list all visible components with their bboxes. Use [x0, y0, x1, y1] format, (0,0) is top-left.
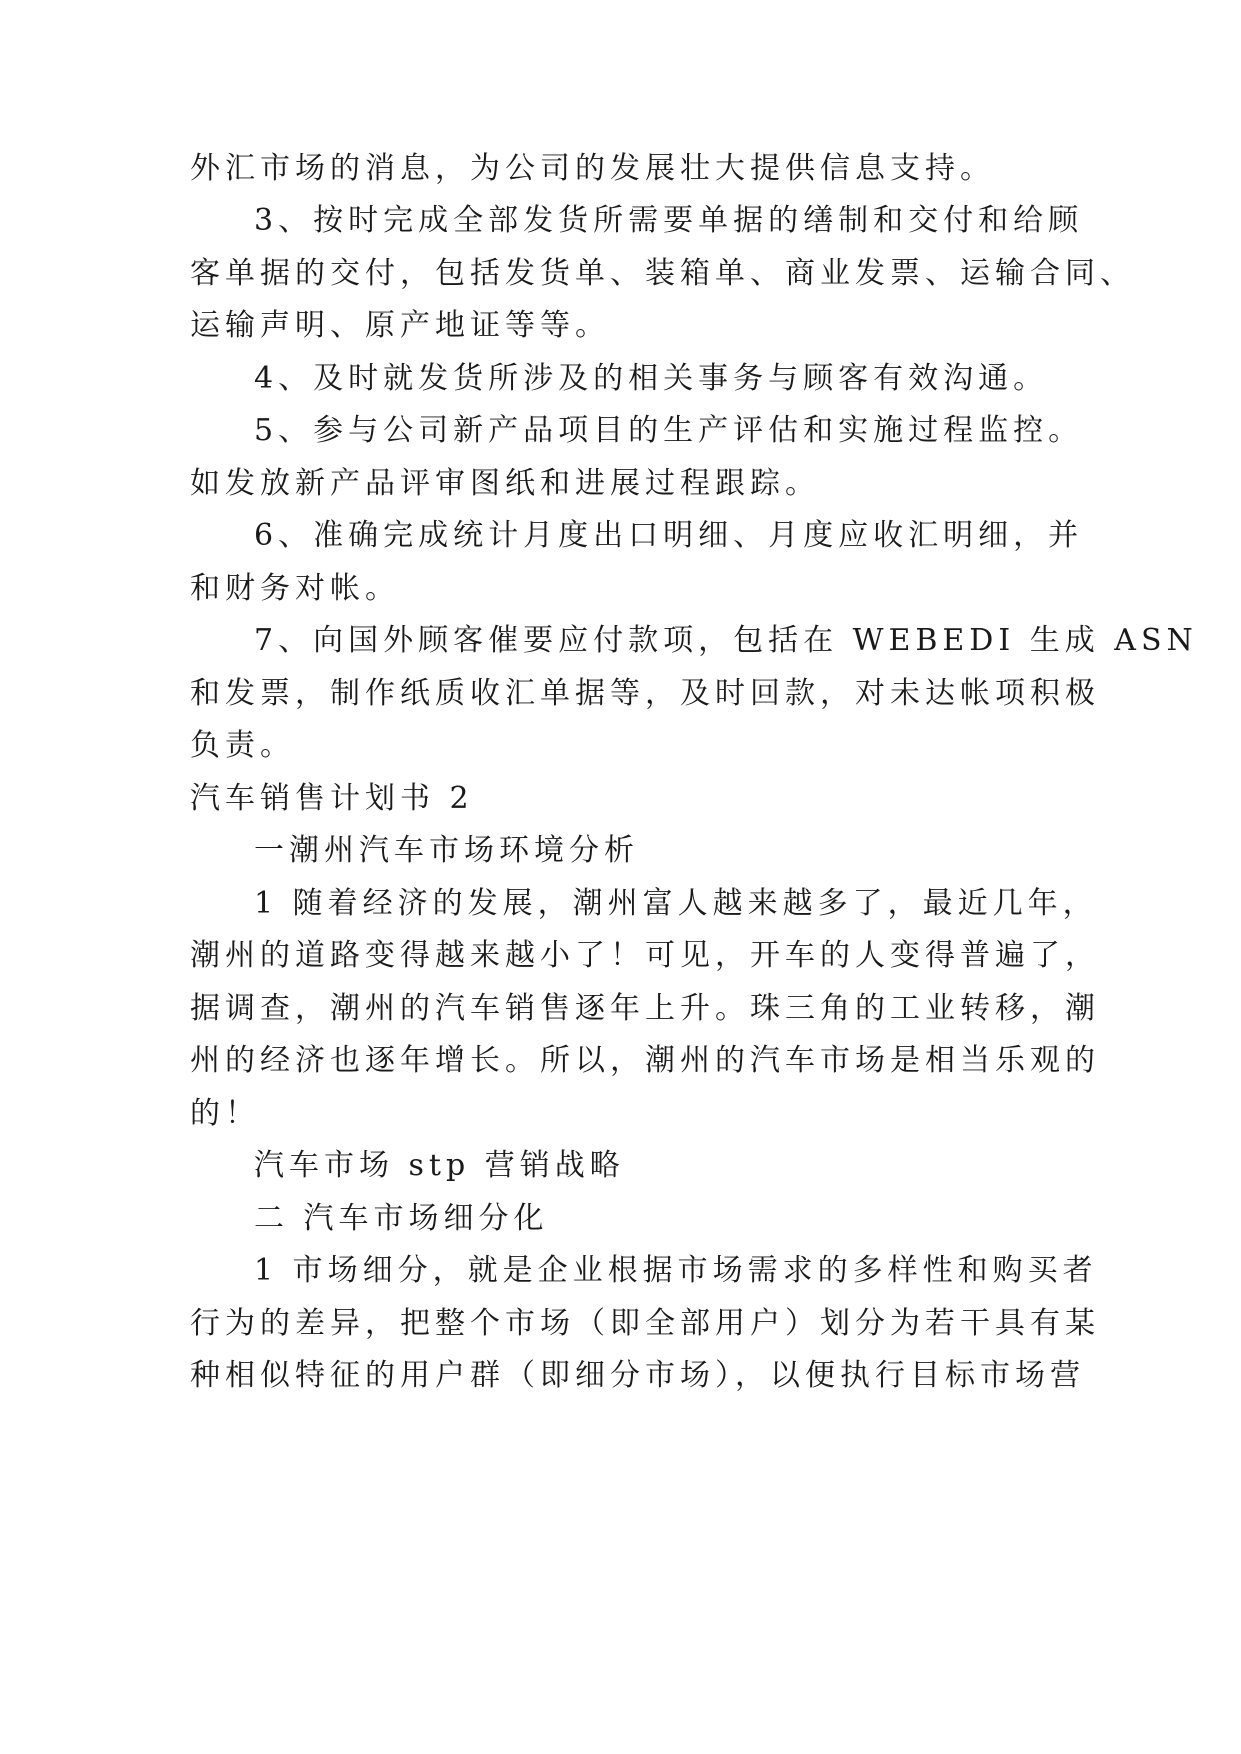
subsection-heading: 一潮州汽车市场环境分析: [254, 833, 639, 868]
text-line: 6、准确完成统计月度出口明细、月度应收汇明细，并: [254, 518, 1084, 553]
text-line: 据调查，潮州的汽车销售逐年上升。珠三角的工业转移，潮: [190, 991, 1100, 1026]
text-line: 3、按时完成全部发货所需要单据的缮制和交付和给顾: [254, 203, 1084, 238]
text-line: 潮州的道路变得越来越小了！可见，开车的人变得普遍了，: [190, 938, 1100, 973]
text-line: 的！: [190, 1096, 260, 1131]
text-line: 1 随着经济的发展，潮州富人越来越多了，最近几年，: [254, 886, 1098, 921]
text-line: 5、参与公司新产品项目的生产评估和实施过程监控。: [254, 413, 1084, 448]
text-line: 4、及时就发货所涉及的相关事务与顾客有效沟通。: [254, 361, 1049, 396]
text-line: 和发票，制作纸质收汇单据等，及时回款，对未达帐项积极: [190, 676, 1100, 711]
text-line: 负责。: [190, 728, 295, 763]
text-line: 行为的差异，把整个市场（即全部用户）划分为若干具有某: [190, 1306, 1100, 1341]
text-line: 客单据的交付，包括发货单、装箱单、商业发票、运输合同、: [190, 256, 1135, 291]
subsection-heading: 二 汽车市场细分化: [254, 1201, 549, 1236]
text-line: 如发放新产品评审图纸和进展过程跟踪。: [190, 466, 820, 501]
subsection-heading: 汽车市场 stp 营销战略: [254, 1148, 625, 1183]
text-line: 和财务对帐。: [190, 571, 400, 606]
section-heading: 汽车销售计划书 2: [190, 781, 474, 816]
text-line: 7、向国外顾客催要应付款项，包括在 WEBEDI 生成 ASN: [254, 623, 1198, 658]
text-line: 州的经济也逐年增长。所以，潮州的汽车市场是相当乐观的: [190, 1043, 1100, 1078]
text-line: 运输声明、原产地证等等。: [190, 308, 610, 343]
text-line: 外汇市场的消息，为公司的发展壮大提供信息支持。: [190, 151, 995, 186]
text-line: 种相似特征的用户群（即细分市场），以便执行目标市场营: [190, 1358, 1085, 1393]
text-line: 1 市场细分，就是企业根据市场需求的多样性和购买者: [254, 1253, 1098, 1288]
